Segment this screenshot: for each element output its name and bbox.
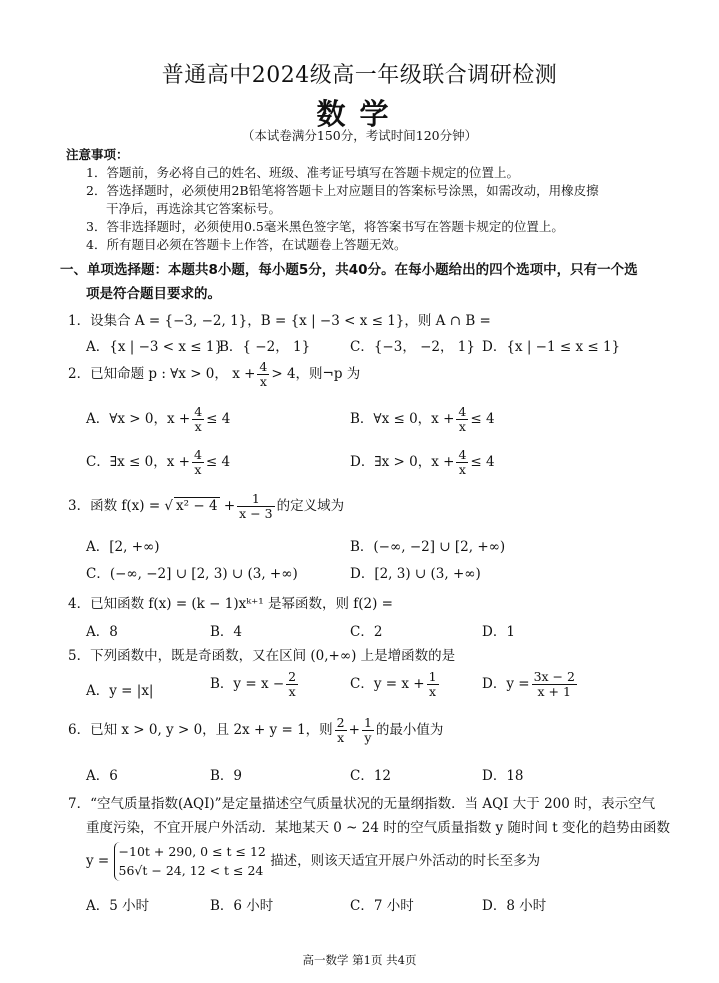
notice-title: 注意事项： [66,147,129,162]
q6-plus: + [348,721,360,738]
q7-case-2: 56√t − 24, 12 < t ≤ 24 [118,863,264,879]
notice-item: 2．答选择题时，必须使用2B铅笔将答题卡上对应题目的答案标号涂黑，如需改动，用橡皮擦 [86,183,599,198]
q5-option-c [350,670,441,699]
q5-option-a: A．y = |x| [86,683,154,699]
page-footer: 高一数学 第1页 共4页 [302,953,417,967]
q2-optB-pre: B．∀x ≤ 0，x + [350,410,455,427]
exam-info: （本试卷满分150分，考试时间120分钟） [241,128,478,143]
q3-option-b: B．(−∞, −2] ∪ [2, +∞) [350,539,506,555]
q2-optA-pre: A．∀x > 0，x + [86,410,191,427]
frac-num: 2 [288,669,297,684]
frac-den: x − 3 [239,505,273,521]
question-2-stem [68,360,360,389]
q2-frac-den: x [259,373,267,389]
frac-den: x [429,683,437,699]
q3-stem-pre: 3．函数 f(x) = [68,497,161,514]
question-3-stem: 3．函数 f(x) = √ x² − 4 + $\frac{1}{x - 3}$ 的定义域为 [68,491,345,521]
q5-option-b [210,670,300,699]
q2-option-b [350,405,495,434]
q7-option-c: C．7 小时 [350,898,414,914]
question-6-stem [68,716,443,745]
q1-option-b: B．{ −2， 1} [219,339,311,355]
frac-num: 1 [237,492,274,507]
frac-num: 3x − 2 [533,669,575,684]
q3-stem-post: 的定义域为 [276,497,345,514]
notice-item: 3．答非选择题时，必须使用0.5毫米黑色签字笔，将答案书写在答题卡规定的位置上。 [86,219,564,234]
q3-option-a: A．[2, +∞) [86,539,160,555]
q5-optC-fraction [427,670,439,699]
q6-stem-post: 的最小值为 [375,721,444,738]
frac-den: x [194,461,202,477]
frac-num: 4 [193,447,202,462]
q6-option-a: A．6 [86,768,118,784]
q2-optB-post: ≤ 4 [470,410,495,427]
q2-optD-post: ≤ 4 [470,453,495,470]
frac-num: 4 [458,404,467,419]
frac-den: x + 1 [537,683,571,699]
frac-den: x [194,418,202,434]
q6-option-c: C．12 [350,768,392,784]
q2-optC-pre: C．∃x ≤ 0，x + [86,453,190,470]
frac-num: 2 [336,715,345,730]
q2-stem-pre: 2．已知命题 p : ∀x > 0， x + [68,365,256,382]
q2-option-d [350,448,495,477]
frac-num: 4 [194,404,203,419]
q3-plus: + [223,497,236,514]
frac-den: x [458,461,466,477]
question-7-line1: 7．“空气质量指数(AQI)”是定量描述空气质量状况的无量纲指数．当 AQI 大于 200 时，表示空气 [68,796,656,812]
q4-option-a: A．8 [86,624,118,640]
section-heading-cont: 项是符合题目要求的。 [86,286,221,302]
frac-num: 1 [428,669,437,684]
subject-title: 数学 [316,97,403,131]
question-5-stem: 5．下列函数中，既是奇函数，又在区间 (0,+∞) 上是增函数的是 [68,648,456,664]
frac-den: y [364,729,372,745]
q2-optD-fraction [456,448,468,477]
q1-option-d: D．{x | −1 ≤ x ≤ 1} [482,339,621,355]
q3-sqrt: x² − 4 [176,497,218,514]
q7-option-d: D．8 小时 [482,898,547,914]
q7-option-b: B．6 小时 [210,898,274,914]
q3-option-d: D．[2, 3) ∪ (3, +∞) [350,566,481,582]
question-4-stem: 4．已知函数 f(x) = (k − 1)xᵏ⁺¹ 是幂函数，则 f(2) = [68,596,393,612]
q2-option-c [86,448,230,477]
q6-option-b: B．9 [210,768,243,784]
notice-item: 干净后，再选涂其它答案标号。 [106,201,282,216]
notice-item: 1．答题前，务必将自己的姓名、班级、准考证号填写在答题卡规定的位置上。 [86,165,519,180]
q6-fraction-1 [335,716,347,745]
frac-num: 1 [363,715,372,730]
exam-title: 普通高中2024级高一年级联合调研检测 [161,63,558,88]
q7-stem-post: 描述，则该天适宜开展户外活动的时长至多为 [270,852,541,869]
section-heading: 一、单项选择题：本题共8小题，每小题5分，共40分。在每小题给出的四个选项中，只有一个选 [60,262,638,278]
frac-den: x [288,683,296,699]
q5-optD-fraction [532,670,577,699]
q2-optB-fraction [456,405,468,434]
notice-item: 4．所有题目必须在答题卡上作答，在试题卷上答题无效。 [86,237,407,252]
q5-optB-pre: B．y = x − [210,675,285,692]
q2-stem-post: > 4，则¬p 为 [271,365,361,382]
q6-option-d: D．18 [482,768,524,784]
q4-option-c: C．2 [350,624,383,640]
q2-fraction [257,360,269,389]
q2-optC-post: ≤ 4 [205,453,231,470]
q5-option-d [482,670,579,699]
q4-option-b: B．4 [210,624,243,640]
q2-option-a [86,405,230,434]
q2-optD-pre: D．∃x > 0，x + [350,453,455,470]
q7-cases [114,842,266,881]
q6-fraction-2 [362,716,374,745]
question-1-stem: 1．设集合 A = {−3, −2, 1}，B = {x | −3 < x ≤ 1}，则 A ∩ B = [68,313,491,329]
question-7-line2: 重度污染，不宜开展户外活动．某地某天 0 ~ 24 时的空气质量指数 y 随时间 t 变化的趋势由函数 [86,820,670,836]
q1-option-a: A．{x | −3 < x ≤ 1} [86,339,224,355]
q7-option-a: A．5 小时 [86,898,150,914]
q4-option-d: D．1 [482,624,515,640]
frac-num: 4 [458,447,467,462]
q7-piecewise-function [86,842,540,881]
q1-option-c: C．{−3， −2， 1} [350,339,475,355]
q2-optA-fraction [192,405,204,434]
q5-optC-pre: C．y = x + [350,675,425,692]
q2-frac-num: 4 [259,359,268,374]
q3-option-c: C．(−∞, −2] ∪ [2, 3) ∪ (3, +∞) [86,566,298,582]
frac-den: x [458,418,466,434]
q3-fraction [237,492,274,521]
q7-y-equals: y = [86,852,110,869]
q2-optA-post: ≤ 4 [206,410,231,427]
q5-optB-fraction [286,670,298,699]
frac-den: x [337,729,345,745]
q6-stem-pre: 6．已知 x > 0, y > 0，且 2x + y = 1，则 [68,721,333,738]
q5-optD-pre: D．y = [482,675,530,692]
q2-optC-fraction [192,448,204,477]
q7-case-1: −10t + 290, 0 ≤ t ≤ 12 [118,844,266,859]
